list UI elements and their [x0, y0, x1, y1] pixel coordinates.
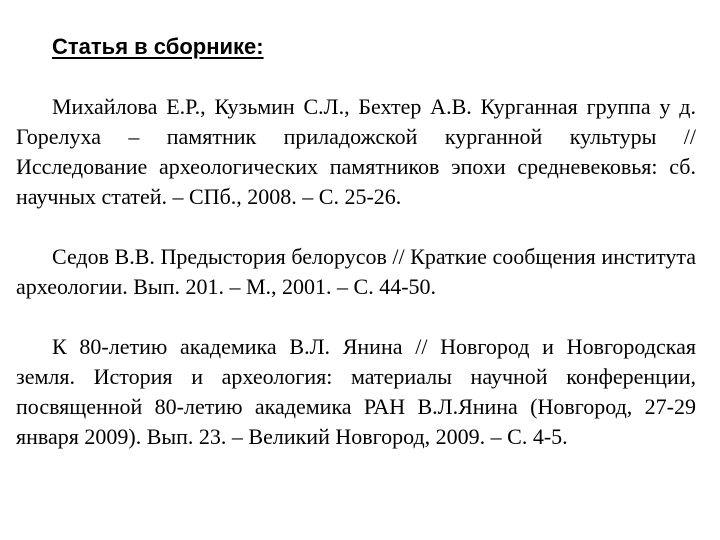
reference-item: Седов В.В. Предыстория белорусов // Краткие сообщения института археологии. Вып. 201. – М., 2001. – С. 44-50.: [16, 244, 696, 299]
reference-list: [16, 92, 696, 482]
reference-item: К 80-летию академика В.Л. Янина // Новгород и Новгородская земля. История и археология: материалы научной конференции, посвященной 80-летию академика РАН В.Л.Янина (Новгород, 27-29 января 2009). Вып. 23. – Великий Новгород, 2009. – С. 4-5.: [16, 334, 696, 449]
reference-item: Михайлова Е.Р., Кузьмин С.Л., Бехтер А.В. Курганная группа у д. Горелуха – памятник приладожской курганной культуры // Исследование археологических памятников эпохи средневековья: сб. научных статей. – СПб., 2008. – С. 25-26.: [16, 94, 696, 209]
section-heading: Статья в сборнике:: [52, 34, 264, 59]
